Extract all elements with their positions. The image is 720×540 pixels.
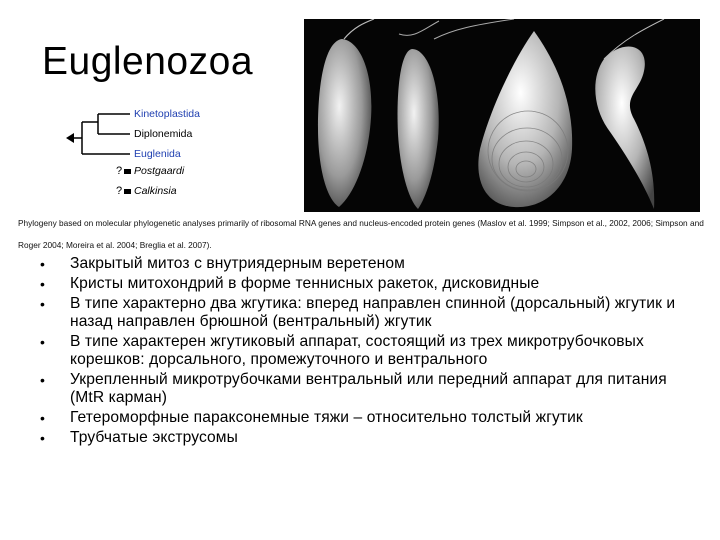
bullet-icon: • [40,409,46,426]
phylogeny-tree [66,106,246,206]
list-item [30,429,690,447]
taxon-label: Diplonemida [134,128,193,140]
taxon-label: Postgaardi [134,165,185,177]
list-item [30,409,690,427]
bullet-icon: • [40,275,46,292]
list-item [30,295,690,332]
list-item-text: Укрепленный микротрубочками вентральный или передний аппарат для питания (MtR карман) [70,370,667,407]
uncertain-marker: ? [116,165,123,177]
list-item [30,255,690,273]
bullet-icon: • [40,333,46,350]
taxon-label: Calkinsia [134,185,177,197]
list-item-text: Закрытый митоз с внутриядерным веретеном [70,255,405,272]
list-item-text: В типе характерно два жгутика: вперед направлен спинной (дорсальный) жгутик и назад направлен брюшной (вентральный) жгутик [70,294,676,330]
root-arrow-icon [66,133,74,143]
slide-title: Euglenozoa [42,40,254,83]
list-item [30,275,690,293]
list-item-text: В типе характерен жгутиковый аппарат, состоящий из трех микротрубочковых корешков: дорсального, промежуточного и вентрального [70,332,644,368]
sem-micrograph-image [304,19,700,212]
bullet-icon: • [40,256,46,272]
list-item-text: Гетероморфные параксонемные тяжи – относительно толстый жгутик [70,408,583,426]
bullet-icon: • [40,371,46,388]
list-item [30,333,690,370]
phylogeny-caption: Phylogeny based on molecular phylogenetic analyses primarily of ribosomal RNA genes and nucleus-encoded protein genes (Maslov et al. 1999; Simpson et al., 2002, 2006; Simpson and Roger 2004; Moreira et al. 2004; Breglia et al. 2007). [18,218,704,250]
list-item [30,371,690,408]
taxon-label: Kinetoplastida [134,108,200,120]
feature-list [30,255,690,448]
taxon-label: Euglenida [134,148,181,160]
bullet-icon: • [40,429,46,446]
uncertain-marker: ? [116,185,123,197]
list-item-text: Трубчатые экструсомы [70,428,238,446]
list-item-text: Кристы митохондрий в форме теннисных ракеток, дисковидные [70,274,540,292]
bullet-icon: • [40,295,46,312]
